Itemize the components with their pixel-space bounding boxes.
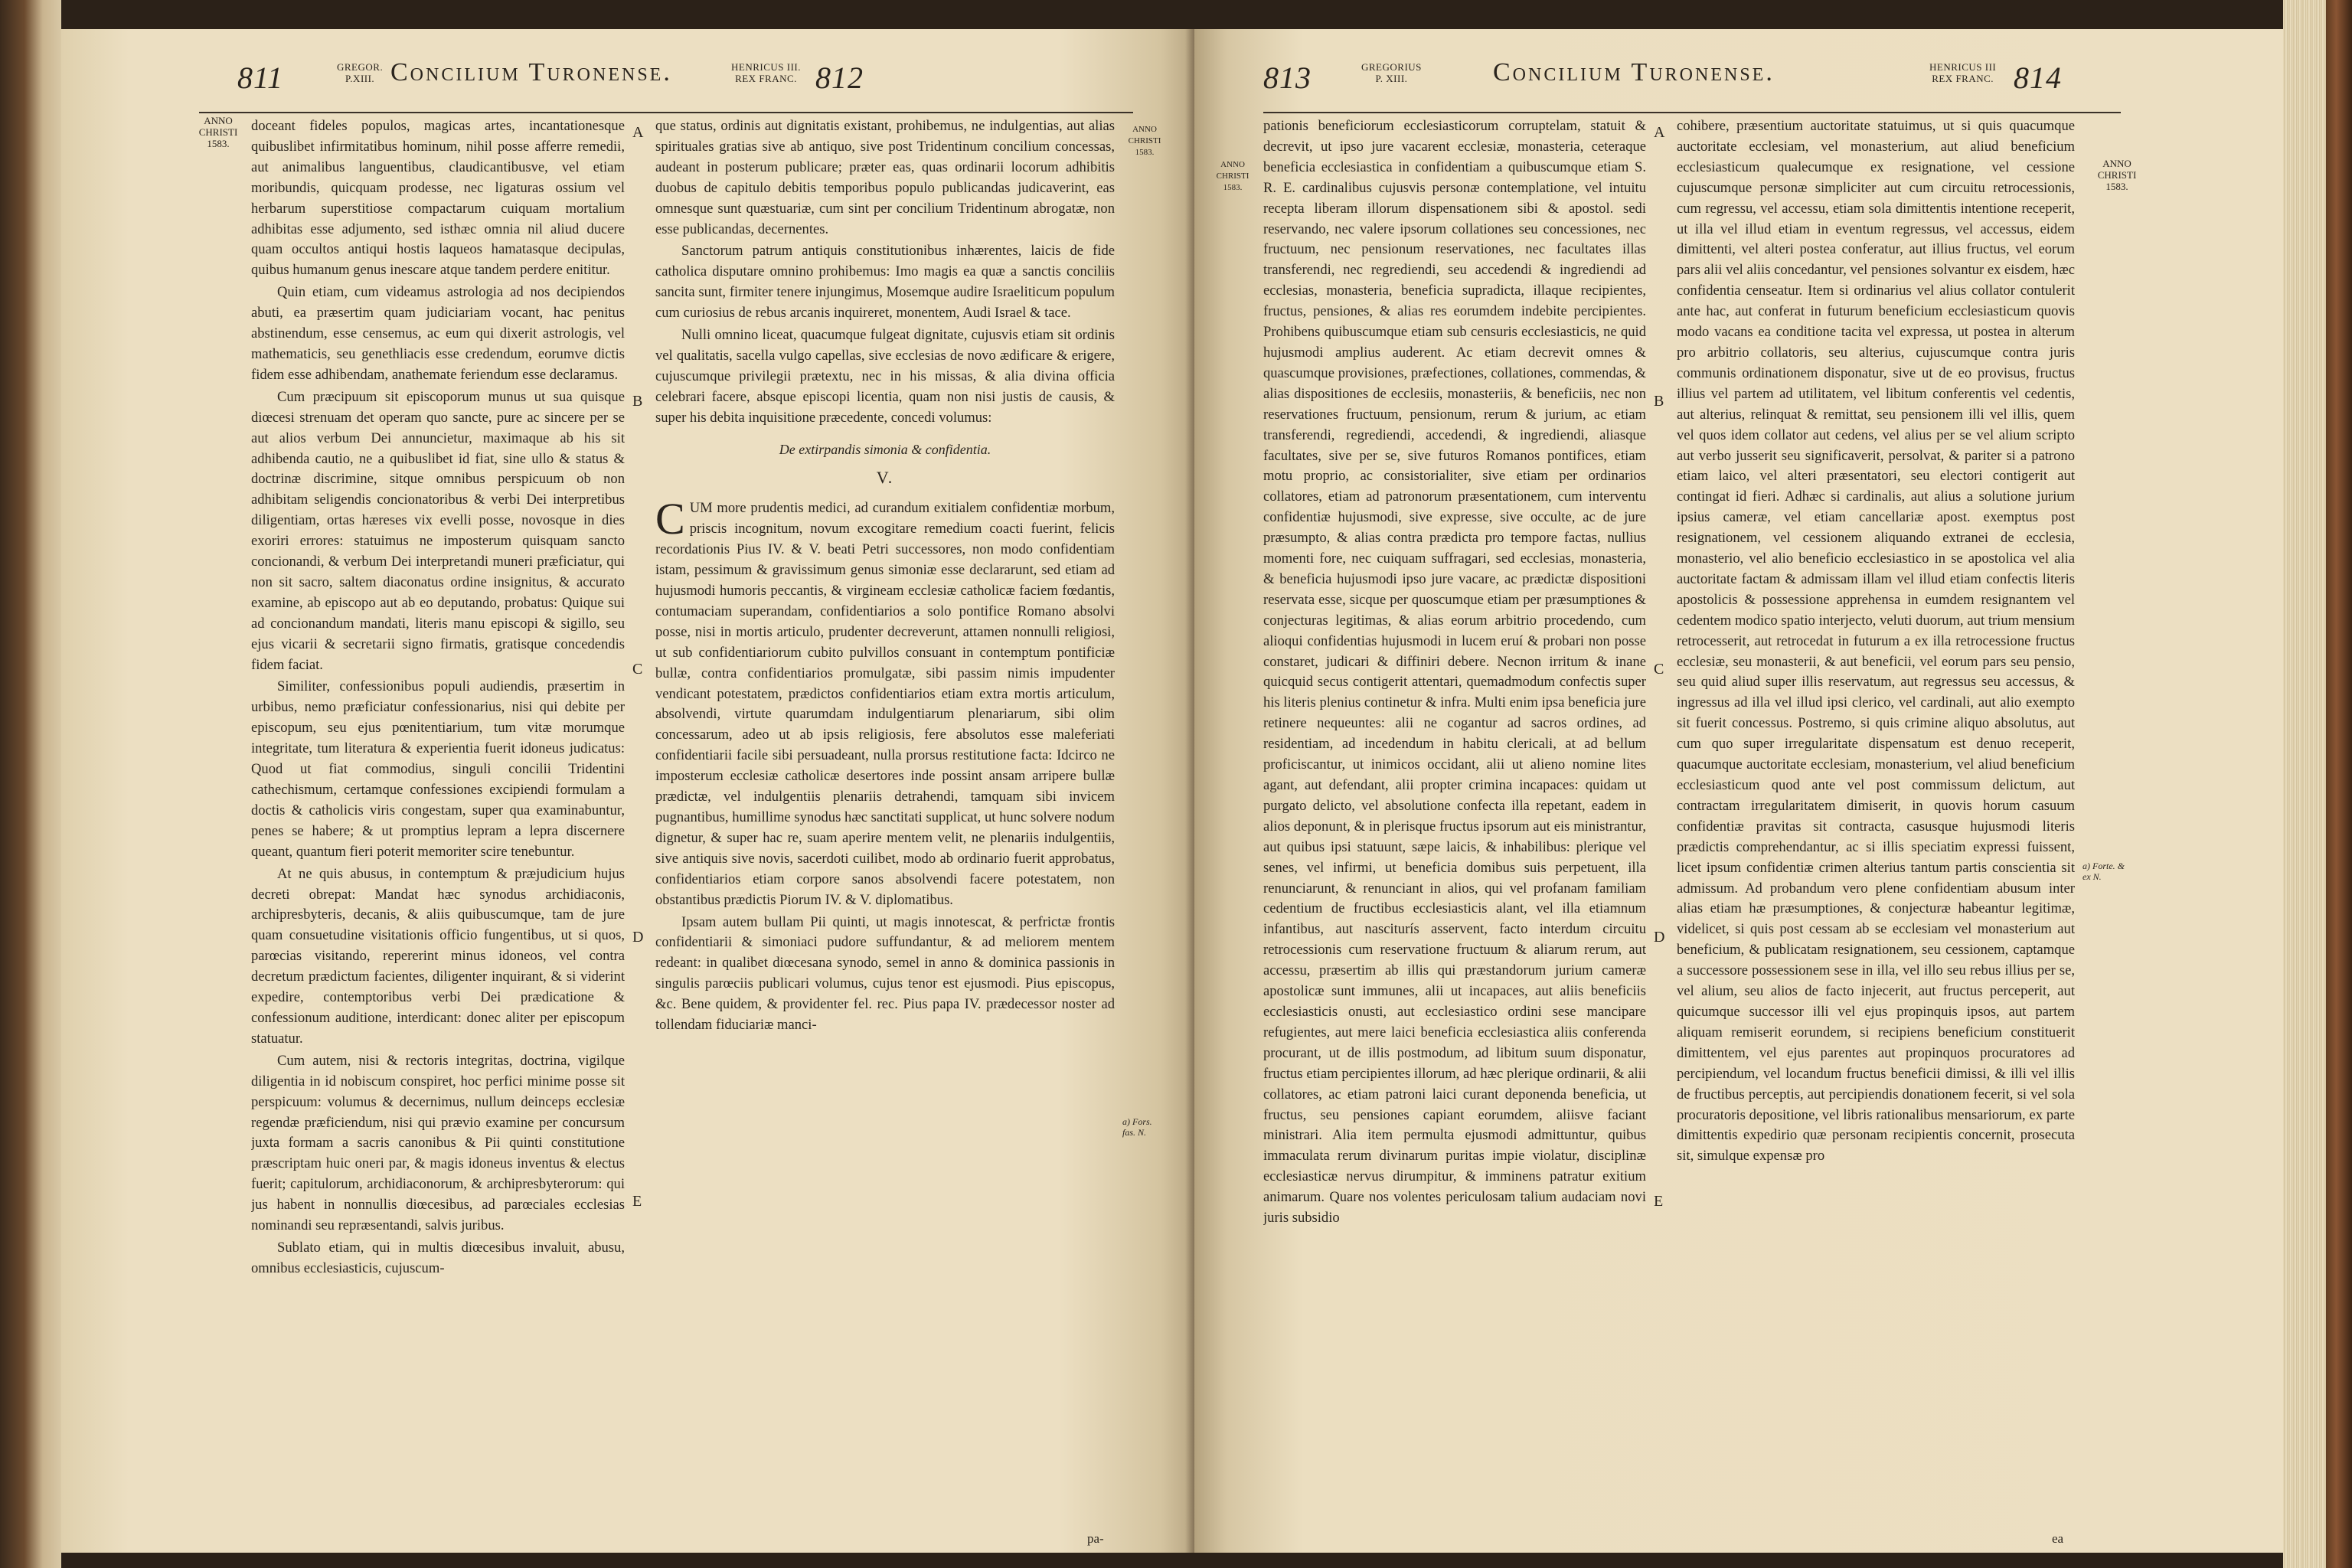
paragraph: doceant fideles populos, magicas artes, incantationesque quibuslibet infirmitatibus hominum, nihil posse afferre remedii, aut animalibus languentibus, claudicantibusve, vel etiam moribundis, quicquam prodesse, nec ligaturas ossium vel herbarum superstitiose compactarum cuiquam mortalium adhibitas esse adjumento, sed isthæc omnia nil aliud ducere quam occultos antiqui hostis laqueos hamatasque decipulas, quibus humanum genus inescare atque tandem perdere enititur.	[251, 118, 625, 279]
paragraph: cohibere, præsentium auctoritate statuimus, ut si quis quacumque auctoritate ecclesiam, vel monasterium, aut aliud beneficium ecclesiasticum qualecumque ex resignatione, vel cessione cujuscumque personæ simpliciter aut cum circuitu retrocessionis, cum regressu, vel accessu, etiam sola dimittentis intentione receperit, ut illa vel illud etiam in eventum regressus, vel accessus, eidem dimittenti, vel alteri postea conferatur, aut illius fructus, vel eorum pars alii vel aliis concedantur, vel pensiones solvantur ex eisdem, hæc confidentia censeatur. Item si ordinarius vel alius collator contulerit ante hac, aut conferat in futurum beneficium ecclesiasticum quovis modo vacans ea conditione tacita vel expressa, ut postea in alterum pro arbitrio collatoris, seu alterius, cujuscumque contra juris communis ordinationem disponatur, sive ut de eo provisus, fructus illius vel partem ad utilitatem, vel libitum conferentis vel cedentis, aut alterius, relinquat & remittat, seu pensionem illi vel illis, quem vel quos idem collator aut cedens, vel alius per se vel alium scripto aut verbo jusserit seu significaverit, persolvat, & pariter si a patrono etiam laico, vel alteri præsentatori, seu electori contigerit aut contingat id fieri. Adhæc si cardinalis, aut alius a solutione jurium ipsius cameræ, vel etiam cancellariæ apost. exemptus post resignationem, vel cessionem aliquando extranei de ecclesia, monasterio, vel alio beneficio ecclesiastico in se apostolica vel alia auctoritate factam & admissam illam vel illud etiam confectis literis apostolicis & possessione apprehensa in eumdem resignantem vel cedentem modico spatio interjecto, veluti duorum, aut trium mensium retrocesserit, aut retrocedat in futurum a ex illa retrocessione fructus ecclesiæ, seu monasterii, & aut beneficii, vel eorum pars seu pensio, seu quid aliud super illis reservatum, aut regressus seu accessus, & ingressus ad illa vel illud ipsi clerico, vel cardinali, aut alio exempto sit fuerit concessus. Postremo, si quis crimine aliquo absolutus, aut cum quo super irregularitate dispensatum est denuo receperit, quacumque auctoritate ecclesiam, monasterium, vel aliud beneficium ecclesiasticum quod ante vel post commissum delictum, aut contractam irregularitatem dimiserit, in quovis horum casuum confidentiæ pravitas sit contracta, casusque hujusmodi literis prædictis comprehendantur, ac si illis speciatim expressi fuissent, licet ipsum confidentiæ crimen alterius tantum partis conscientia sit admissum. Ad probandum vero plene confidentiam abusum inter alias etiam hæ præsumptiones, & conjecturæ habeantur legitimæ, videlicet, si quis post cessam ab se ecclesiam vel monasterium aut beneficium, & publicatam resignationem, seu cessionem, captamque a successore possessionem sese in illa, vel illo seu rebus illius per se, vel alium, seu alios de facto injecerit, aut fructus perceperit, aut quicumque successor illi vel ejus propinquis ipsos, aut partem aliquam remiserit eorundem, si recipiens beneficium constituerit dimittentem, vel ejus parentes aut propinquos procuratores ad percipiendum, vel locandum fructus beneficii dimissi, & illi vel illis de fructibus perceptis, aut percipiendis donationem fecerit, si vel sola procuratoris depositione, vel libris rationalibus mensariorum, ex parte dimittentis expedirio quæ personam recipientis concernit, prosecuta sit, simulque expensæ pro	[1677, 118, 2075, 1165]
left-page	[61, 29, 1194, 1553]
section-letter-d: D	[1654, 929, 1665, 946]
left-page-column-1	[251, 116, 625, 1533]
section-letter-a: A	[1654, 124, 1665, 141]
king-label: HENRICUS III. REX FRANC.	[731, 61, 801, 84]
book-spine-edge	[0, 0, 61, 1568]
page-number-812: 812	[815, 60, 864, 95]
page-number-811: 811	[237, 60, 284, 95]
pope-label: GREGOR. P.XIII.	[337, 61, 384, 84]
page-title: Concilium Turonense.	[1493, 58, 1775, 87]
paragraph: At ne quis abusus, in contemptum & præjudicium hujus decreti obrepat: Mandat hæc synodus archidiaconis, archipresbyteris, decanis, & aliis quibuscumque, tam de jure quam consuetudine visitationis officio fungentibus, ut si quos, parœcias visitando, repererint minus idoneos, vel contra decretum prædictum facientes, diligenter inquirant, & si viderint expedire, contemptoribus verbi Dei prædicatione & confessionum auditione, interdicant: donec aliter per episcopum statuatur.	[251, 865, 625, 1047]
catchword: ea	[2052, 1531, 2064, 1546]
paragraph: Quin etiam, cum videamus astrologia ad nos decipiendos abuti, ea præsertim quam judiciariam vocant, hac penitus abstinendum, esse censemus, ac eum qui dixerit astrologis, vel mathematicis, seu genethliacis esse credendum, eorumve dictis fidem esse adhibendam, anathemate feriendum esse declaramus.	[251, 284, 625, 383]
margin-year-left: ANNO CHRISTI 1583.	[1216, 160, 1250, 192]
pope-label: GREGORIUS P. XIII.	[1361, 61, 1422, 84]
footnote: a) Forte. & ex N.	[2082, 861, 2125, 882]
section-subheading: De extirpandis simonia & confidentia.	[779, 441, 991, 457]
paragraph: Similiter, confessionibus populi audiendis, præsertim in urbibus, nemo præficiatur confessionarius, nisi qui debite per episcopum, seu ejus pœnitentiarium, tum vitæ morumque integritate, tum literatura & experientia fuerit idoneus judicatus: Quod ut fiat commodius, singuli concilii Tridentini cathechismum, certamque confessiones excipiendi formulam a doctis & catholicis viris congestam, super qua examinabuntur, penes se habere; & ut promptius lepram a lepra discernere queant, quantum fieri poterit memoriter scire tenebuntur.	[251, 678, 625, 860]
paragraph: CUM more prudentis medici, ad curandum exitialem confidentiæ morbum, priscis incognitum, novum excogitare remedium coacti fuerint, felicis recordationis Pius IV. & V. beati Petri successores, non modo confidentiam istam, pessimum & gravissimum genus simoniæ esse declararunt, sed etiam ad hujusmodi humoris peccantis, & virgineam ecclesiæ catholicæ faciem fœdantis, contumaciam superandam, confidentiarios a solo pontifice Romano absolvi posse, nisi in mortis articulo, prudenter decreverunt, attamen nonnulli religiosi, ut sub confidentiariorum cubito pulvillos consuant in contemptum pontificiæ bullæ, contra confidentiarios promulgatæ, sibi passim nimis impudenter vendicant potestatem, prædictos confidentiarios etiam extra mortis articulum, absolvendi, virtute quarumdam indulgentiarum plenariarum, sibi olim concessarum, adeo ut ab ipsis religiosis, fere absolutos esse maleferiati confidentiarii facile sibi persuadeant, nulla prorsus restitutione facta: Idcirco ne imposterum ecclesiæ catholicæ desertores inde possint ansam arripere bullæ prædictæ, vel indulgentiis plenariis detrahendi, tamquam sibi invicem pugnantibus, humillime synodus hæc sanctitati supplicat, ut hunc solvere nodum dignetur, & super hac re, suam aperire mentem velit, ne plenariis indulgentiis, sive antiquis sive novis, sacerdoti cuilibet, modo ab ordinario fuerit approbatus, confidentiarios etiam corpore sanos absolvendi facere potestatem, non obstantibus prædictis Piorum IV. & V. diplomatibus.	[655, 494, 1115, 908]
right-page-column-1	[1263, 116, 1646, 1533]
paragraph: que status, ordinis aut dignitatis existant, prohibemus, ne indulgentias, aut alias spirituales gratias sive ab antiquo, sive post Tridentinum concilium concessas, audeant in posterum publicare; præter eas, quas ordinarii locorum adhibitis duobus de capitulo debitis temporibus populo publicandas judicaverint, eas omnesque sunt quæstuariæ, cum sint per concilium Tridentinum abrogatæ, non esse publicandas, decernentes.	[655, 118, 1115, 237]
paragraph: Cum autem, nisi & rectoris integritas, doctrina, vigilque diligentia in id nobiscum conspiret, hoc perfici minime posse sit perspicuum: volumus & decernimus, nullum deinceps ecclesiæ regendæ præficiendum, nisi qui prævio examine per concursum juxta formam a sacris canonibus & Pii quinti constitutione præscriptam huic oneri par, & magis idoneus inventus & electus fuerit; capitulorum, archidiaconorum, & archipresbyterorum: qui jus habent in nonnullis diœcesibus, ad parœciales ecclesias nominandi seu repræsentandi, salvis juribus.	[251, 1052, 625, 1234]
paragraph: Nulli omnino liceat, quacumque fulgeat dignitate, cujusvis etiam sit ordinis vel qualitatis, sacella vulgo capellas, sive ecclesias de novo ædificare & erigere, cujuscumque privilegii prætextu, nec in his missas, & alia divina officia celebrari facere, absque episcopi licentia, quam non nisi justis de causis, & super his debita inquisitione præcedente, concedi volumus:	[655, 327, 1115, 426]
page-number-813: 813	[1263, 60, 1312, 95]
paragraph: Cum præcipuum sit episcoporum munus ut sua quisque diœcesi strenuam det operam quo sancte, pure ac sincere per se aut alios verbum Dei annuncietur, maximaque ab his sit adhibenda cautio, ne a quibuslibet id fiat, sine ullo & status & doctrinæ discrimine, sitque omnibus perspicuum ob non adhibitam seligendis concionatoribus & verbi Dei interpretibus diligentiam, ortas hæreses vix evelli posse, novosque in dies exoriri errores: statuimus ne imposterum quisquam sancto concionandi, & verbum Dei interpretandi muneri præficiatur, qui non sit sacro, saltem diaconatus ordine insignitus, & accurato examine, ab episcopo aut ab eo deputando, probatus: Quique sui ad concionandum mandati, literis manu episcopi & sigillo, seu ejus vicarii & secretarii signo firmatis, gratisque concedendis fidem faciat.	[251, 388, 625, 673]
page-number-814: 814	[2014, 60, 2062, 95]
section-letter-b: B	[632, 393, 643, 410]
section-letter-c: C	[632, 661, 643, 678]
margin-year: ANNO CHRISTI 1583.	[198, 115, 238, 149]
right-page	[1194, 29, 2283, 1553]
section-letter-e: E	[632, 1193, 642, 1210]
header-rule	[199, 112, 1133, 113]
footnote: a) Fors. fas. N.	[1122, 1116, 1152, 1138]
catchword: pa-	[1087, 1531, 1104, 1546]
page-title: Concilium Turonense.	[390, 58, 672, 87]
section-number: V.	[876, 467, 894, 487]
margin-year-inner: ANNO CHRISTI 1583.	[1128, 125, 1161, 157]
book-fore-edge	[2283, 0, 2352, 1568]
section-letter-b: B	[1654, 393, 1664, 410]
section-letter-c: C	[1654, 661, 1664, 678]
paragraph: Ipsam autem bullam Pii quinti, ut magis innotescat, & perfrictæ frontis confidentiarii & simoniaci pudore suffundantur, & ad meliorem mentem redeant: in qualibet diœcesana synodo, semel in anno & dominica passionis in singulis parœciis publicari volumus, cujus tenor est ejusmodi. Pius episcopus, &c. Bene quidem, & providenter fel. rec. Pius papa IV. prædecessor noster ad tollendam fiduciariæ manci-	[655, 913, 1115, 1034]
left-page-column-2	[655, 116, 1115, 1533]
header-rule	[1263, 112, 2121, 113]
section-letter-d: D	[632, 929, 644, 946]
paragraph: Sanctorum patrum antiquis constitutionibus inhærentes, laicis de fide catholica disputare omnino prohibemus: Imo magis ea quæ a sanctis conciliis sancita sunt, firmiter tenere injungimus, Mosemque audire Israeliticum populum cum curiosius de rebus arcanis inquireret, monentem, Audi Israel & tace.	[655, 243, 1115, 322]
paragraph: pationis beneficiorum ecclesiasticorum corruptelam, statuit & decrevit, ut ipso jure vacarent ecclesiæ, monasteria, ceteraque beneficia ecclesiastica in confidentiam a quibuscumque etiam S. R. E. cardinalibus cujusvis personæ contemplatione, vel intuitu recepta liberam illorum dispensationem sibi & apostol. sedi reservando, nec valere ipsorum collationes seu concessiones, nec fructuum, nec pensionum reservationes, nec facultates illas transferendi, nec regrediendi, seu accedendi & ingrediendi ad ecclesias, monasteria, beneficia supradicta, illaque recipientes, fructus, pensiones, & alias res eorumdem indebite percipientes. Prohibens quibuscumque etiam sub censuris ecclesiasticis, ne quid hujusmodi amplius auderent. Ac etiam decrevit omnes & quascumque provisiones, præfectiones, collationes, commendas, & alias dispositiones de ecclesiis, monasteriis, & beneficiis, nec non reservationes fructuum, pensionum, rerum & jurium, ac etiam transferendi, regrediendi, accedendi, & ingrediendi, aliasque facultates, sive per se, sive futuros Romanos pontifices, etiam motu proprio, ac consistorialiter, sive etiam per ordinarios collatores, etiam ad patronorum præsentationem, cum interventu confidentiæ hujusmodi, sive expresse, sive occulte, ac de jure præsumpto, & alias contra prædicta pro tempore factas, nullius momenti fore, nec cuiquam suffragari, sed ecclesias, monasteria, & beneficia hujusmodi ipso jure vacare, ac prædictæ dispositioni reservata esse, sicque per quoscumque etiam per præsumptiones & conjecturas legitimas, & alias eorum arbitrio procedendo, cum alioqui confidentias hujusmodi in lucem eruí & probari non posse constaret, judicari & diffiniri debere. Necnon irritum & inane quicquid secus contigerit attentari, quemadmodum confectis super his literis plenius continetur & infra. Multi enim ipsa beneficia jure retinere nequeuntes: alii ne cogantur ad sacros ordines, ad residentiam, ad incedendum in habitu clericali, at ad bellum proficiscantur, ut inimicos occidant, alii ut alieno nomine lites agant, aut defendant, alii propter crimina incapaces: quidam ut purgato delicto, vel absolutione confecta illa repetant, eadem in alios deponunt, & in plerisque fructus ipsorum aut eis ministrantur, aut quibus ipsi statuunt, sæpe laicis, & inhabilibus: plerique vel senes, vel infirmi, ut beneficia domibus suis perpetuent, illa renunciarunt, & renunciant in alios, qui vel profanam familiam cedentium de fructibus ecclesiasticis alant, vel illa etiamnum infantibus, aut nasciturís asservent, facto interdum circuitu retrocessionis cum reservatione fructuum & aliarum rerum, aut accessu, præsertim ab illis qui præstandorum jurium cameræ apostolicæ sunt immunes, alii ut incapaces, aut aliis beneficiis ecclesiasticis onusti, aut ecclesiastico ordini sese mancipare refugientes, aut mere laici beneficia ecclesiastica aliis conferenda procurant, ut de illis postmodum, ad libitum suum disponatur, fructus etiam percipientes illorum, ad hæc plerique ordinarii, & alii collatores, ac etiam patroni laici curant deponenda beneficia, ut fructus, seu pensiones capiant eorumdem, aliisve faciant ministrari. Alia item permulta ejusmodi admittuntur, quibus immaculata rerum divinarum puritas impie violatur, disciplinæ ecclesiasticæ nervus dirumpitur, & imminens patratur exitium animarum. Quare nos volentes periculosam talium audaciam novi juris subsidio	[1263, 118, 1646, 1227]
section-letter-e: E	[1654, 1193, 1664, 1210]
right-page-column-2	[1677, 116, 2075, 1533]
section-letter-a: A	[632, 124, 644, 141]
margin-year-right: ANNO CHRISTI 1583.	[2097, 158, 2137, 192]
paragraph: Sublato etiam, qui in multis diœcesibus invaluit, abusu, omnibus ecclesiasticis, cujuscum-	[251, 1239, 625, 1276]
king-label: HENRICUS III REX FRANC.	[1929, 61, 1997, 84]
